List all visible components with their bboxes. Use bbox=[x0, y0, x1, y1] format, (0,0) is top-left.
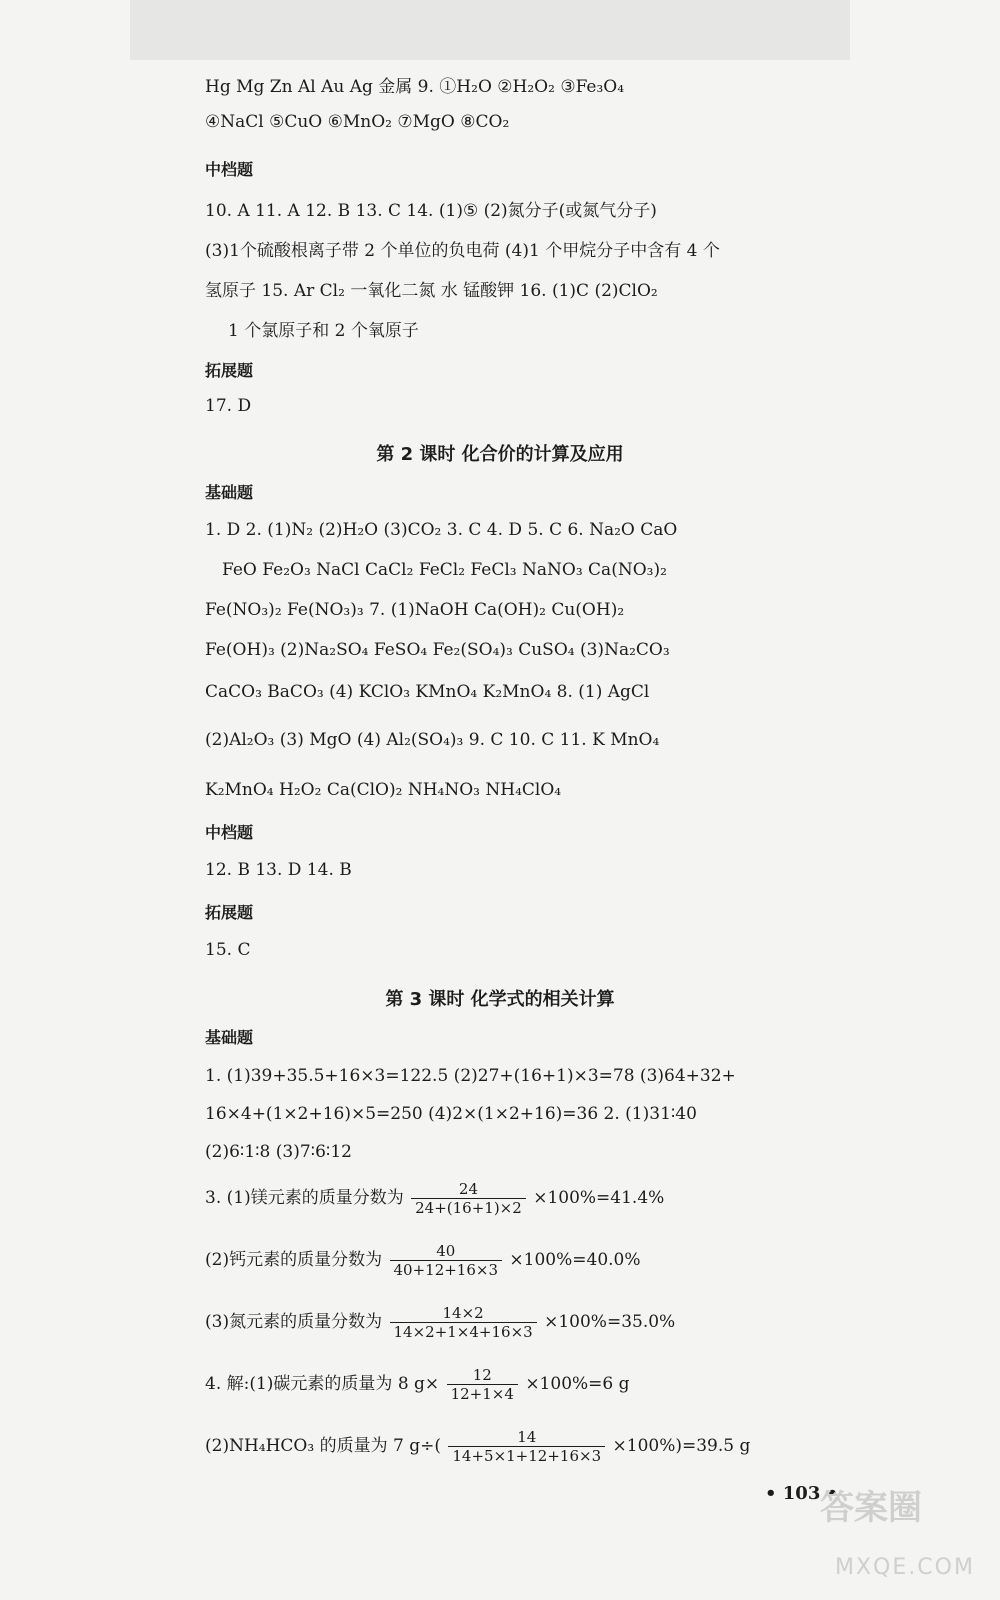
fraction bbox=[411, 1180, 526, 1217]
answer-line: 氢原子 15. Ar Cl₂ 一氧化二氮 水 锰酸钾 16. (1)C (2)ClO₂ bbox=[205, 281, 658, 301]
lesson-title: 第 2 课时 化合价的计算及应用 bbox=[376, 444, 624, 465]
answer-line: 1. (1)39+35.5+16×3=122.5 (2)27+(16+1)×3=78 (3)64+32+ bbox=[205, 1066, 736, 1086]
formula-line bbox=[205, 1180, 664, 1217]
formula-prefix: (2)NH₄HCO₃ 的质量为 7 g÷( bbox=[205, 1436, 441, 1456]
formula-line bbox=[205, 1242, 641, 1279]
answer-line: 15. C bbox=[205, 940, 251, 960]
answer-line: 1 个氯原子和 2 个氧原子 bbox=[228, 321, 419, 341]
formula-suffix: ×100%=6 g bbox=[525, 1374, 630, 1394]
section-heading: 基础题 bbox=[205, 483, 254, 502]
answer-line: 12. B 13. D 14. B bbox=[205, 860, 352, 880]
formula-suffix: ×100%=35.0% bbox=[544, 1312, 676, 1332]
formula-prefix: (2)钙元素的质量分数为 bbox=[205, 1250, 383, 1270]
numerator: 14×2 bbox=[442, 1304, 484, 1322]
fraction bbox=[448, 1428, 605, 1465]
denominator: 40+12+16×3 bbox=[390, 1260, 503, 1279]
numerator: 12 bbox=[472, 1366, 492, 1384]
answer-line: 10. A 11. A 12. B 13. C 14. (1)⑤ (2)氮分子(或氮气分子) bbox=[205, 201, 657, 221]
formula-suffix: ×100%)=39.5 g bbox=[612, 1436, 751, 1456]
answer-line: Hg Mg Zn Al Au Ag 金属 9. ①H₂O ②H₂O₂ ③Fe₃O₄ bbox=[205, 77, 625, 97]
answer-line: (3)1个硫酸根离子带 2 个单位的负电荷 (4)1 个甲烷分子中含有 4 个 bbox=[205, 241, 720, 261]
fraction bbox=[390, 1242, 503, 1279]
fraction bbox=[447, 1366, 518, 1403]
section-heading: 基础题 bbox=[205, 1028, 254, 1047]
formula-prefix: 3. (1)镁元素的质量分数为 bbox=[205, 1188, 404, 1208]
answer-line: CaCO₃ BaCO₃ (4) KClO₃ KMnO₄ K₂MnO₄ 8. (1) AgCl bbox=[205, 682, 650, 702]
section-heading: 拓展题 bbox=[205, 361, 254, 380]
denominator: 12+1×4 bbox=[447, 1384, 518, 1403]
section-heading: 拓展题 bbox=[205, 903, 254, 922]
formula-prefix: 4. 解:(1)碳元素的质量为 8 g× bbox=[205, 1374, 440, 1394]
section-heading: 中档题 bbox=[205, 160, 254, 179]
answer-line: (2)Al₂O₃ (3) MgO (4) Al₂(SO₄)₃ 9. C 10. C 11. K MnO₄ bbox=[205, 730, 660, 750]
fraction bbox=[390, 1304, 537, 1341]
formula-line bbox=[205, 1304, 675, 1341]
denominator: 24+(16+1)×2 bbox=[411, 1198, 526, 1217]
formula-suffix: ×100%=40.0% bbox=[509, 1250, 641, 1270]
formula-line bbox=[205, 1428, 750, 1465]
lesson-title: 第 3 课时 化学式的相关计算 bbox=[385, 989, 615, 1010]
answer-line: Fe(OH)₃ (2)Na₂SO₄ FeSO₄ Fe₂(SO₄)₃ CuSO₄ (3)Na₂CO₃ bbox=[205, 640, 670, 660]
answer-line: 1. D 2. (1)N₂ (2)H₂O (3)CO₂ 3. C 4. D 5. C 6. Na₂O CaO bbox=[205, 520, 678, 540]
watermark-logo: 答案圈 bbox=[820, 1488, 922, 1528]
formula-prefix: (3)氮元素的质量分数为 bbox=[205, 1312, 383, 1332]
answer-line: K₂MnO₄ H₂O₂ Ca(ClO)₂ NH₄NO₃ NH₄ClO₄ bbox=[205, 780, 562, 800]
formula-line bbox=[205, 1366, 630, 1403]
answer-line: ④NaCl ⑤CuO ⑥MnO₂ ⑦MgO ⑧CO₂ bbox=[205, 112, 510, 132]
answer-line: 17. D bbox=[205, 396, 252, 416]
numerator: 14 bbox=[517, 1428, 537, 1446]
scan-shade bbox=[130, 0, 850, 60]
answer-line: 16×4+(1×2+16)×5=250 (4)2×(1×2+16)=36 2. (1)31∶40 bbox=[205, 1104, 697, 1124]
denominator: 14×2+1×4+16×3 bbox=[390, 1322, 537, 1341]
numerator: 24 bbox=[458, 1180, 478, 1198]
answer-line: Fe(NO₃)₂ Fe(NO₃)₃ 7. (1)NaOH Ca(OH)₂ Cu(OH)₂ bbox=[205, 600, 625, 620]
answer-line: (2)6∶1∶8 (3)7∶6∶12 bbox=[205, 1142, 352, 1162]
page-number: • 103 • bbox=[765, 1483, 839, 1504]
denominator: 14+5×1+12+16×3 bbox=[448, 1446, 605, 1465]
answer-line: FeO Fe₂O₃ NaCl CaCl₂ FeCl₂ FeCl₃ NaNO₃ Ca(NO₃)₂ bbox=[222, 560, 667, 580]
watermark-url: MXQE.COM bbox=[835, 1555, 975, 1580]
numerator: 40 bbox=[436, 1242, 456, 1260]
formula-suffix: ×100%=41.4% bbox=[533, 1188, 665, 1208]
section-heading: 中档题 bbox=[205, 823, 254, 842]
